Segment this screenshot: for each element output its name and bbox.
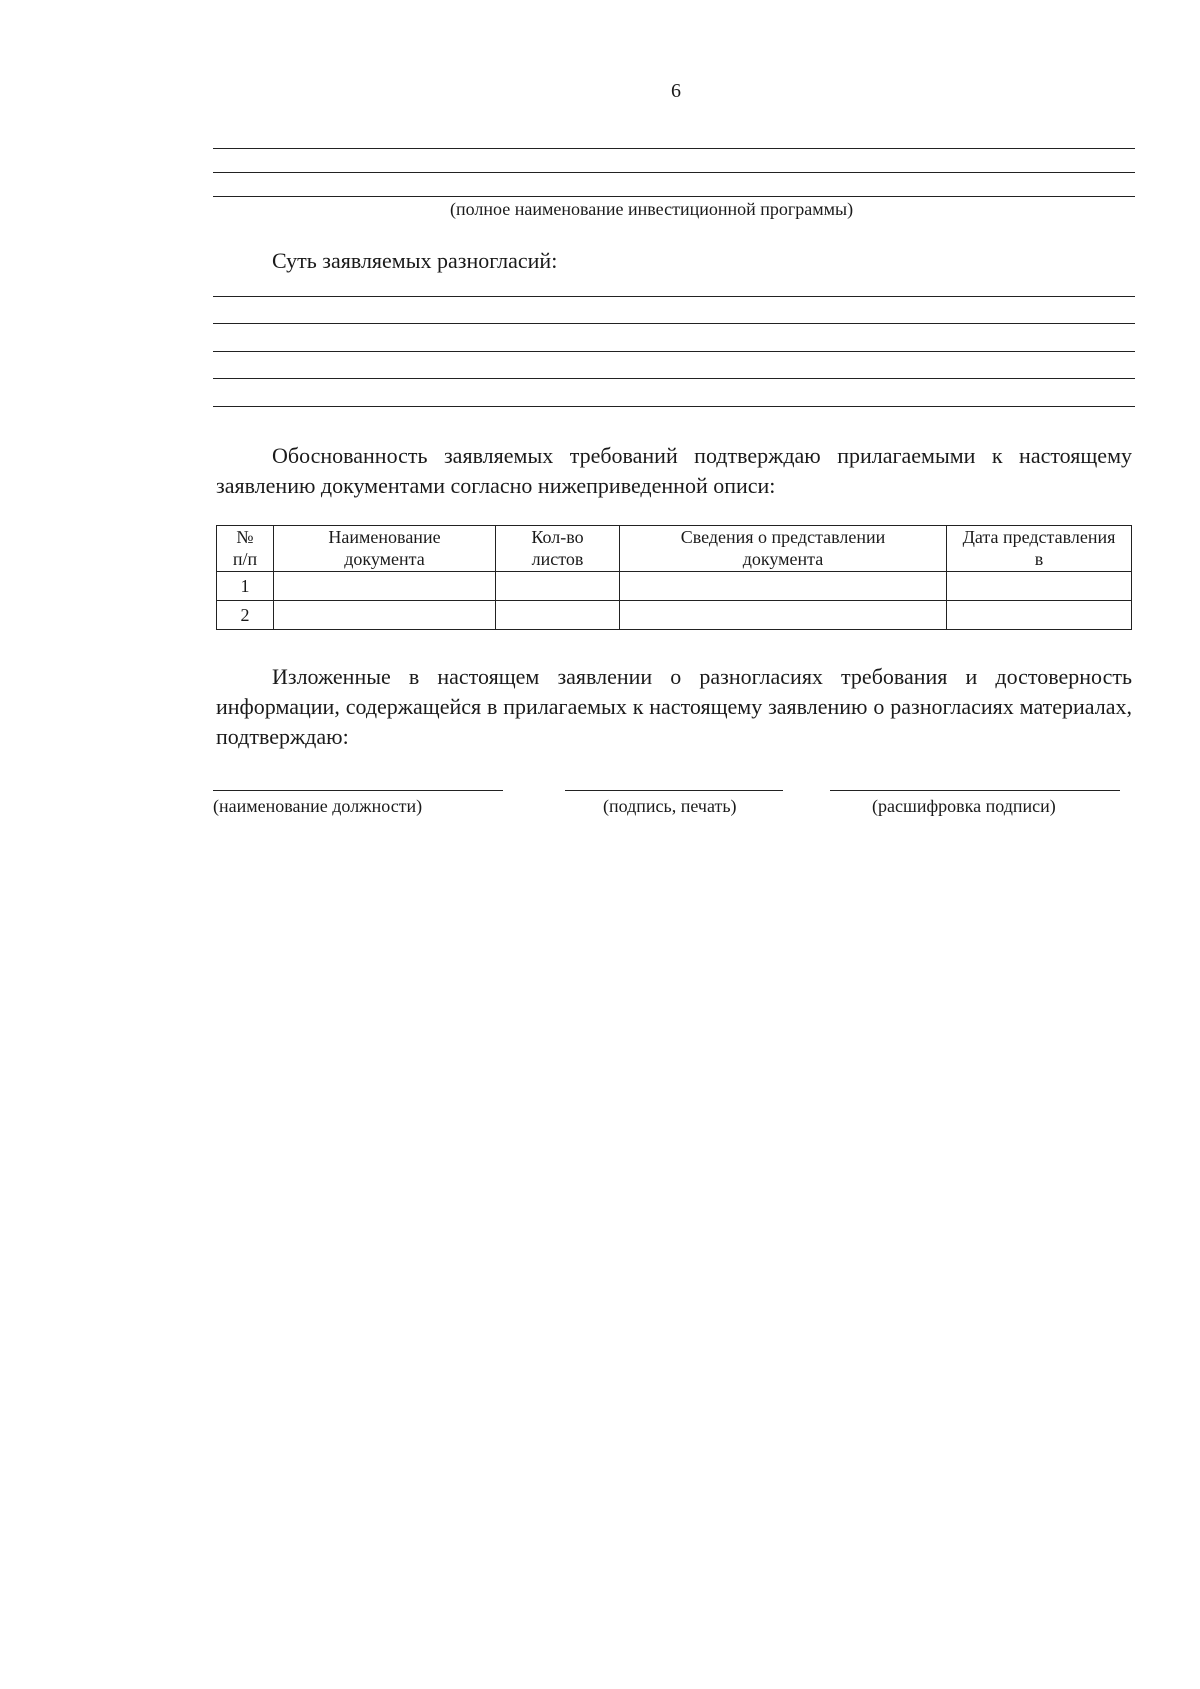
row-number: 2 (217, 601, 274, 630)
signature-caption: (подпись, печать) (603, 796, 737, 816)
justification-paragraph: Обоснованность заявляемых требований подтверждаю прилагаемыми к настоящему заявлению документами согласно нижеприведенной описи: (216, 443, 1132, 498)
disagreements-line-3 (213, 351, 1135, 352)
submission-date-cell[interactable] (947, 572, 1132, 601)
decoding-signature-line (830, 790, 1120, 791)
header-document-name: Наименование документа (274, 526, 496, 572)
header-number: № п/п (217, 526, 274, 572)
submission-info-cell[interactable] (620, 601, 947, 630)
position-caption: (наименование должности) (213, 796, 423, 816)
header-submission-info: Сведения о представлении документа (620, 526, 947, 572)
program-name-line-2 (213, 172, 1135, 173)
disagreements-line-2 (213, 323, 1135, 324)
header-sheet-count: Кол-во листов (496, 526, 620, 572)
sheet-count-cell[interactable] (496, 572, 620, 601)
page-number: 6 (671, 80, 681, 102)
disagreements-label: Суть заявляемых разногласий: (272, 248, 558, 273)
decoding-caption: (расшифровка подписи) (872, 796, 1056, 816)
submission-date-cell[interactable] (947, 601, 1132, 630)
documents-inventory-table (216, 525, 1132, 630)
document-name-cell[interactable] (274, 601, 496, 630)
table-row (217, 601, 1132, 630)
document-name-cell[interactable] (274, 572, 496, 601)
signature-line (565, 790, 783, 791)
table-header-row (217, 526, 1132, 572)
sheet-count-cell[interactable] (496, 601, 620, 630)
disagreements-line-1 (213, 296, 1135, 297)
position-signature-line (213, 790, 503, 791)
program-name-line-1 (213, 148, 1135, 149)
disagreements-line-4 (213, 378, 1135, 379)
header-submission-date: Дата представления в (947, 526, 1132, 572)
confirmation-paragraph: Изложенные в настоящем заявлении о разногласиях требования и достоверность информации, содержащейся в прилагаемых к настоящему заявлению о разногласиях материалах, подтверждаю: (216, 664, 1132, 749)
submission-info-cell[interactable] (620, 572, 947, 601)
disagreements-line-5 (213, 406, 1135, 407)
program-name-line-3 (213, 196, 1135, 197)
table-row (217, 572, 1132, 601)
row-number: 1 (217, 572, 274, 601)
program-name-caption: (полное наименование инвестиционной программы) (450, 199, 854, 219)
